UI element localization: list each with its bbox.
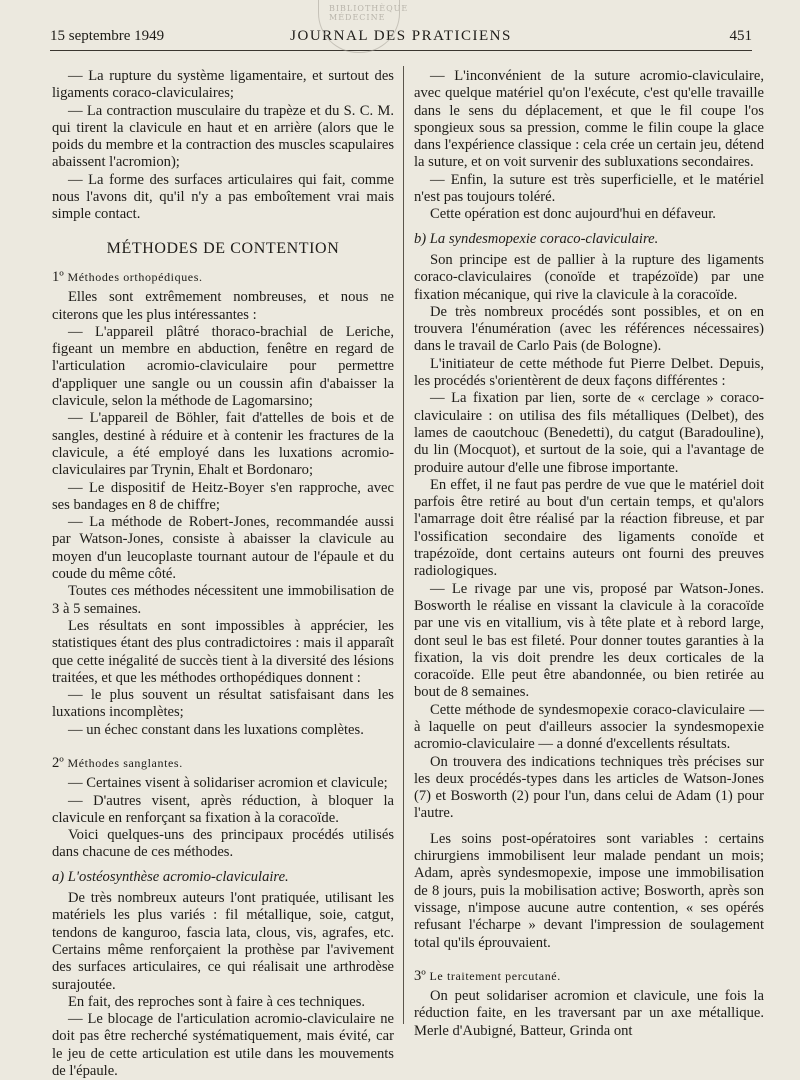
paragraph: Cette opération est donc aujourd'hui en défaveur. — [430, 206, 716, 223]
subsection-heading — [52, 269, 394, 286]
left-column — [52, 68, 394, 1080]
paragraph: Les résultats en sont impossibles à apprécier, les statistiques étant des plus contradictoires : mais il apparaît que cette inégalité de succès tient à la diversité des lésions traitées, et que les méthodes orthopédiques donnent : — [52, 617, 394, 686]
paragraph: Elles sont extrêmement nombreuses, et nous ne citerons que les plus intéressantes : — [52, 289, 394, 323]
subsection-heading — [414, 968, 764, 985]
journal-title: JOURNAL DES PRATICIENS — [290, 28, 512, 44]
paragraph: — D'autres visent, après réduction, à bloquer la clavicule en renforçant sa fixation à la coracoïde. — [52, 792, 394, 826]
paragraph: — L'inconvénient de la suture acromio-claviculaire, avec quelque matériel qu'on l'exécute, c'est qu'elle travaille dans le sens du déplacement, et que le fil coupe l'os spongieux sous sa pression, comme le filin coupe la glace dans l'expérience classique : cela crée un certain jeu, détend la suture, et on voit survenir des subluxations secondaires. — [414, 68, 764, 171]
subsection-title: Méthodes orthopédiques. — [67, 269, 203, 284]
paragraph: Son principe est de pallier à la rupture des ligaments coraco-claviculaires (conoïde et trapézoïde) par une fixation mécanique, qui rive la clavicule à la coracoïde. — [414, 251, 764, 303]
subsection-number: 2º — [52, 754, 68, 771]
paragraph: — Certaines visent à solidariser acromion et clavicule; — [68, 775, 388, 792]
subsection-number: 1º — [52, 268, 68, 285]
paragraph: On trouvera des indications techniques très précises sur les deux procédés-types dans les articles de Watson-Jones (7) et Bosworth (2) pour l'un, dans celui de Adam (1) pour l'autre. — [414, 753, 764, 822]
paragraph: — La forme des surfaces articulaires qui fait, comme nous l'avons dit, qu'il n'y a pas emboîtement vrai mais simple contact. — [52, 171, 394, 223]
subsection-title: Méthodes sanglantes. — [67, 755, 183, 770]
method-heading: b) La syndesmopexie coraco-claviculaire. — [414, 230, 659, 247]
paragraph: L'initiateur de cette méthode fut Pierre Delbet. Depuis, les procédés s'orientèrent de deux façons différentes : — [414, 355, 764, 390]
issue-date: 15 septembre 1949 — [50, 28, 165, 44]
paragraph: — le plus souvent un résultat satisfaisant dans les luxations incomplètes; — [52, 687, 394, 721]
paragraph: En effet, il ne faut pas perdre de vue que le matériel doit parfois être retiré au bout d'un certain temps, et qu'alors l'amarrage doit être réalisé par la réaction fibreuse, et par l'ossification secondaire des ligaments conoïde et trapézoïde, dont certains auteurs ont fourni des preuves radiologiques. — [414, 476, 764, 580]
paragraph: — L'appareil de Böhler, fait d'attelles de bois et de sangles, destiné à réduire et à contenir les fractures de la clavicule, a été employé dans les luxations acromio-claviculaires par Trynin, Ehalt et Bordonaro; — [52, 410, 394, 479]
section-heading: MÉTHODES DE CONTENTION — [106, 239, 340, 257]
paragraph: — L'appareil plâtré thoraco-brachial de Leriche, figeant un membre en abduction, fenêtre en regard de l'articulation acromio-claviculaire pour permettre d'appliquer une sangle ou un coussin afin d'abaisser la clavicule, selon la méthode de Lagomarsino; — [52, 323, 394, 410]
subsection-heading — [52, 755, 394, 772]
paragraph: Cette méthode de syndesmopexie coraco-claviculaire — à laquelle on peut d'ailleurs associer la syndesmopexie acromio-claviculaire — a donné d'excellents résultats. — [414, 701, 764, 753]
paragraph: En fait, des reproches sont à faire à ces techniques. — [68, 993, 366, 1010]
right-column — [414, 68, 764, 1039]
paragraph: Voici quelques-uns des principaux procédés utilisés dans chacune de ces méthodes. — [52, 827, 394, 861]
paragraph: — Le dispositif de Heitz-Boyer s'en rapproche, avec ses bandages en 8 de chiffre; — [52, 479, 394, 513]
paragraph: — La fixation par lien, sorte de « cerclage » coraco-claviculaire : on utilisa des fils métalliques (Delbet), des lames de caoutchouc (Benedetti), du catgut (Baradouline), du lin (Mocquot), et surtout de la soie, qui a l'avantage de produire autour d'elle une fibrose importante. — [414, 390, 764, 476]
paragraph: On peut solidariser acromion et clavicule, une fois la réduction faite, en les traversant par un axe métallique. Merle d'Aubigné, Batteur, Grinda ont — [414, 988, 764, 1039]
subsection-number: 3º — [414, 967, 430, 984]
stamp-text: BIBLIOTHÈQUE MÉDECINE — [329, 4, 409, 22]
paragraph: — Enfin, la suture est très superficielle, et le matériel n'est pas toujours toléré. — [414, 171, 764, 206]
paragraph: De très nombreux auteurs l'ont pratiquée, utilisant les matériels les plus variés : fil métallique, soie, catgut, tendons de kanguroo, fascia lata, clous, vis, agrafes, etc. Certains même renforçaient la prothèse par l'avivement des surfaces articulaires, ce qui réalisait une arthrodèse surajoutée. — [52, 890, 394, 993]
paragraph: — La contraction musculaire du trapèze et du S. C. M. qui tirent la clavicule en haut et en arrière (alors que le poids du membre et la contraction des muscles scapulaires abaissent l'acromion); — [52, 102, 394, 171]
paragraph: Toutes ces méthodes nécessitent une immobilisation de 3 à 5 semaines. — [52, 583, 394, 617]
paragraph: Les soins post-opératoires sont variables : certains chirurgiens immobilisent leur malade pendant un mois; Adam, après syndesmopexie, impose une immobilisation de 8 jours, puis la mobilisation active; Bosworth, après son vissage, n'impose aucune autre contention, « ses opérés refusant l'écharpe » devant l'impression de soulagement total qu'ils éprouvaient. — [414, 830, 764, 951]
running-header — [50, 28, 752, 51]
page-number: 451 — [729, 28, 752, 44]
method-heading: a) L'ostéosynthèse acromio-claviculaire. — [52, 868, 289, 885]
paragraph: — Le rivage par une vis, proposé par Watson-Jones. Bosworth le réalise en vissant la clavicule à la coracoïde par une vis en vitallium, vis à tête plate et à rebord large, dont seul le bas est fileté. Pour donner toutes garanties à la fixation, la vis doit prendre les deux corticales de la coracoïde. Elle peut être abandonnée, ou bien retirée au bout de 8 semaines. — [414, 580, 764, 701]
column-divider — [403, 66, 404, 1024]
subsection-title: Le traitement percutané. — [429, 968, 561, 983]
paragraph: — La rupture du système ligamentaire, et surtout des ligaments coraco-claviculaires; — [52, 68, 394, 102]
paragraph: — un échec constant dans les luxations complètes. — [68, 721, 364, 738]
paragraph: — Le blocage de l'articulation acromio-claviculaire ne doit pas être recherché systématiquement, mais évité, car le jeu de cette articulation est utile dans les mouvements de l'épaule. — [52, 1011, 394, 1080]
paragraph: — La méthode de Robert-Jones, recommandée aussi par Watson-Jones, consiste à abaisser la clavicule au moyen d'un leucoplaste tournant autour de l'épaule et du coude du même côté. — [52, 514, 394, 583]
paragraph: De très nombreux procédés sont possibles, et on en trouvera l'énumération (avec les références nécessaires) dans le travail de Carlo Pais (de Bologne). — [414, 303, 764, 355]
